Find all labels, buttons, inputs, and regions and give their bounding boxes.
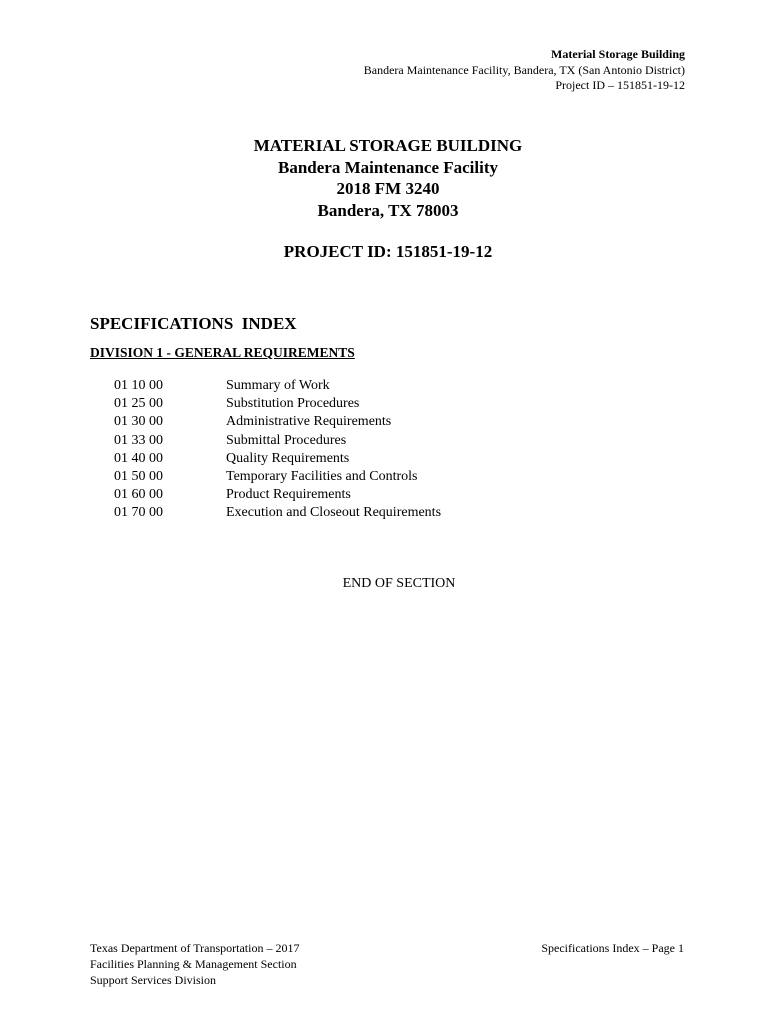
spec-index-heading: SPECIFICATIONS INDEX — [90, 314, 297, 333]
toc-number: 01 70 00 — [114, 505, 163, 521]
toc-row — [114, 450, 441, 468]
title-block — [0, 135, 770, 263]
toc-title: Temporary Facilities and Controls — [226, 469, 418, 485]
toc-row — [114, 486, 441, 504]
toc-number: 01 30 00 — [114, 414, 163, 430]
title-line-1: MATERIAL STORAGE BUILDING — [253, 136, 523, 155]
toc-title: Quality Requirements — [226, 450, 350, 466]
header-title: Material Storage Building — [551, 47, 685, 61]
toc-row — [114, 377, 441, 395]
toc-row — [114, 395, 441, 413]
toc-row — [114, 413, 441, 431]
toc-title: Product Requirements — [226, 487, 351, 503]
toc-row — [114, 468, 441, 486]
toc-number: 01 50 00 — [114, 469, 163, 485]
toc-title: Substitution Procedures — [226, 396, 360, 412]
toc-number: 01 10 00 — [114, 378, 163, 393]
toc-title: Execution and Closeout Requirements — [226, 505, 442, 521]
footer-department: Texas Department of Transportation – 2017 — [90, 941, 300, 955]
division-heading: DIVISION 1 - GENERAL REQUIREMENTS — [90, 345, 355, 360]
footer-division: Support Services Division — [90, 972, 216, 987]
footer-left — [90, 941, 299, 988]
toc-row — [114, 432, 441, 450]
title-project-id: PROJECT ID: 151851-19-12 — [283, 242, 493, 261]
footer-section: Facilities Planning & Management Section — [90, 956, 297, 971]
title-line-2: Bandera Maintenance Facility — [277, 157, 499, 177]
toc-title: Submittal Procedures — [226, 432, 347, 448]
title-line-3: 2018 FM 3240 — [336, 179, 440, 198]
page-header — [364, 47, 685, 94]
toc-number: 01 60 00 — [114, 487, 163, 503]
title-line-4: Bandera, TX 78003 — [317, 200, 459, 220]
toc-number: 01 25 00 — [114, 396, 163, 412]
toc-title: Administrative Requirements — [226, 414, 392, 430]
toc-row — [114, 504, 441, 522]
footer-page-label: Specifications Index – Page 1 — [541, 941, 684, 955]
toc-number: 01 40 00 — [114, 450, 163, 466]
end-of-section: END OF SECTION — [342, 576, 456, 591]
toc-number: 01 33 00 — [114, 432, 163, 448]
toc-list — [114, 377, 441, 523]
toc-title: Summary of Work — [226, 378, 330, 393]
header-project-id: Project ID – 151851-19-12 — [555, 78, 685, 92]
header-facility: Bandera Maintenance Facility, Bandera, TX (San Antonio District) — [363, 62, 685, 77]
